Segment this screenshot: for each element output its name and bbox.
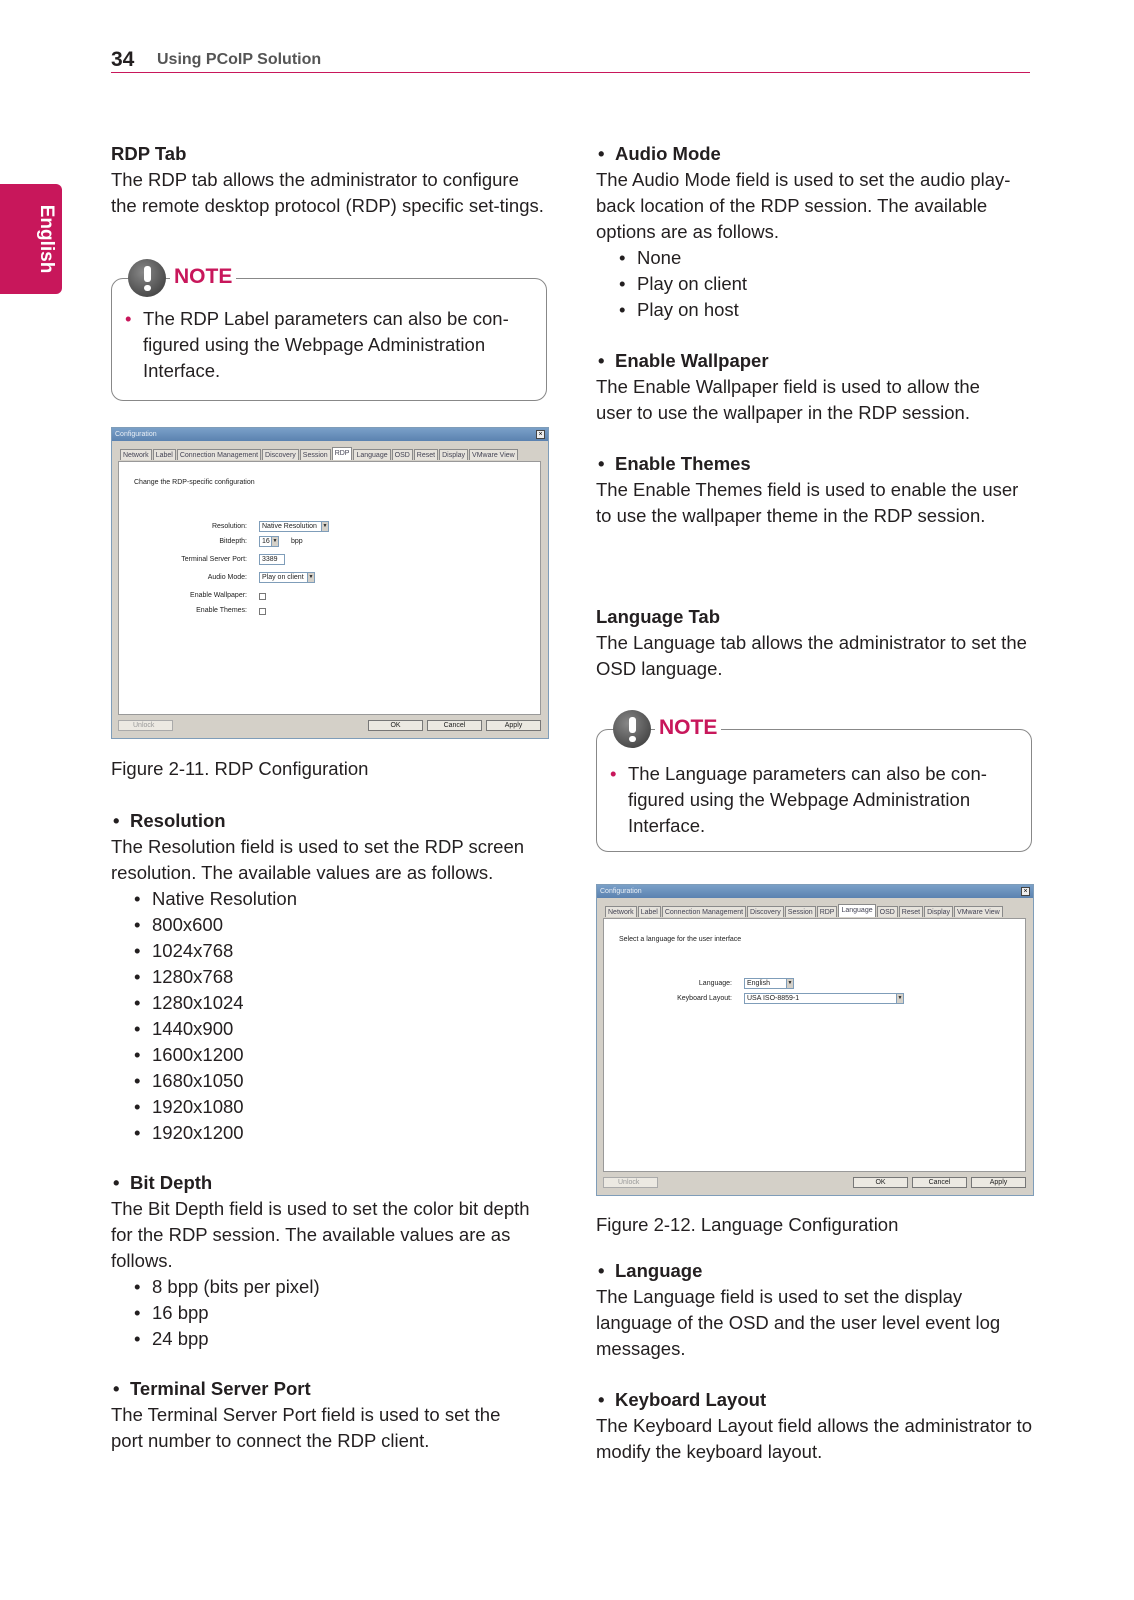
language-text: The Language field is used to set the display language of the OSD and the user level event log messages.	[596, 1286, 1001, 1359]
chevron-down-icon: ▼	[322, 523, 328, 529]
keyboard-layout-section	[596, 1387, 1041, 1465]
themes-checkbox[interactable]	[259, 608, 266, 615]
unlock-button[interactable]: Unlock	[603, 1177, 658, 1188]
cancel-button[interactable]: Cancel	[427, 720, 482, 731]
tab-rdp[interactable]: RDP	[817, 906, 838, 917]
port-label: Terminal Server Port:	[181, 556, 247, 563]
list-item: • Native Resolution	[125, 886, 556, 912]
window-titlebar: Configuration	[112, 428, 548, 441]
language-heading: • Language	[596, 1258, 1041, 1284]
audio-label: Audio Mode:	[207, 574, 247, 581]
list-item: • 1920x1200	[125, 1120, 556, 1146]
ok-button[interactable]: OK	[368, 720, 423, 731]
language-config-window	[596, 884, 1034, 1196]
resolution-text: The Resolution field is used to set the RDP screen resolution. The available values are as follows.	[111, 836, 525, 883]
apply-button[interactable]: Apply	[486, 720, 541, 731]
config-tabs	[120, 449, 518, 460]
rdp-tab-heading: RDP Tab	[111, 143, 187, 164]
resolution-select[interactable]	[259, 521, 329, 532]
tab-session[interactable]: Session	[300, 449, 331, 460]
panel-description: Select a language for the user interface	[619, 936, 742, 943]
terminal-port-text: The Terminal Server Port field is used to set the port number to connect the RDP client.	[111, 1404, 501, 1451]
list-item: • 1440x900	[125, 1016, 556, 1042]
tab-language[interactable]: Language	[353, 449, 390, 460]
resolution-heading: • Resolution	[111, 808, 556, 834]
panel-description: Change the RDP-specific configuration	[134, 479, 255, 486]
tab-discovery[interactable]: Discovery	[262, 449, 299, 460]
audio-mode-section	[596, 141, 1041, 323]
exclamation-icon	[128, 259, 166, 297]
port-input[interactable]: 3389	[259, 554, 285, 565]
unlock-button[interactable]: Unlock	[118, 720, 173, 731]
note-text: • The RDP Label parameters can also be con-figured using the Webpage Administration Interface.	[112, 306, 532, 384]
language-tab-heading: Language Tab	[596, 606, 721, 627]
keyboard-layout-heading: • Keyboard Layout	[596, 1387, 1041, 1413]
close-icon[interactable]: ×	[536, 430, 545, 439]
keyboard-layout-select[interactable]	[744, 993, 904, 1004]
tab-network[interactable]: Network	[605, 906, 637, 917]
config-panel	[603, 918, 1026, 1172]
bitdepth-value: 16	[262, 538, 270, 545]
list-item: • Play on host	[610, 297, 1041, 323]
tab-osd[interactable]: OSD	[877, 906, 898, 917]
close-icon[interactable]: ×	[1021, 887, 1030, 896]
keyboard-layout-label: Keyboard Layout:	[677, 995, 732, 1002]
page-header	[111, 46, 1030, 73]
enable-wallpaper-heading: • Enable Wallpaper	[596, 348, 1041, 374]
audio-select[interactable]	[259, 572, 315, 583]
list-item: • 16 bpp	[125, 1300, 556, 1326]
enable-themes-text: The Enable Themes field is used to enable the user to use the wallpaper theme in the RDP session.	[596, 479, 1019, 526]
bitdepth-unit: bpp	[291, 538, 303, 545]
resolution-section	[111, 808, 556, 1146]
ok-button[interactable]: OK	[853, 1177, 908, 1188]
rdp-config-window	[111, 427, 549, 739]
wallpaper-label: Enable Wallpaper:	[190, 592, 247, 599]
language-section	[596, 1258, 1041, 1362]
tab-connection-management[interactable]: Connection Management	[662, 906, 746, 917]
tab-display[interactable]: Display	[439, 449, 468, 460]
list-item: • Play on client	[610, 271, 1041, 297]
chevron-down-icon: ▼	[897, 995, 903, 1001]
tab-label[interactable]: Label	[153, 449, 176, 460]
audio-mode-heading: • Audio Mode	[596, 141, 1041, 167]
list-item: • 1280x768	[125, 964, 556, 990]
config-tabs	[605, 906, 1003, 917]
tab-osd[interactable]: OSD	[392, 449, 413, 460]
tab-reset[interactable]: Reset	[414, 449, 438, 460]
tab-network[interactable]: Network	[120, 449, 152, 460]
section-title: Using PCoIP Solution	[157, 51, 322, 68]
note-text: • The Language parameters can also be con-figured using the Webpage Administration Interface.	[597, 761, 1017, 839]
exclamation-icon	[613, 710, 651, 748]
window-titlebar: Configuration	[597, 885, 1033, 898]
tab-session[interactable]: Session	[785, 906, 816, 917]
figure-caption-language: Figure 2-12. Language Configuration	[596, 1214, 899, 1235]
language-tab-section	[596, 604, 1041, 682]
bitdepth-select[interactable]	[259, 536, 279, 547]
audio-value: Play on client	[262, 574, 304, 581]
themes-label: Enable Themes:	[196, 607, 247, 614]
resolution-value: Native Resolution	[262, 523, 317, 530]
rdp-tab-section	[111, 141, 556, 219]
enable-wallpaper-section	[596, 348, 1041, 426]
list-item: • None	[610, 245, 1041, 271]
keyboard-layout-value: USA ISO-8859-1	[747, 995, 800, 1002]
list-item: • 1920x1080	[125, 1094, 556, 1120]
list-item: • 800x600	[125, 912, 556, 938]
chevron-down-icon: ▼	[787, 980, 793, 986]
tab-vmware-view[interactable]: VMware View	[954, 906, 1003, 917]
language-select[interactable]	[744, 978, 794, 989]
tab-display[interactable]: Display	[924, 906, 953, 917]
language-side-tab-label: English	[36, 204, 57, 274]
bitdepth-label: Bitdepth:	[219, 538, 247, 545]
tab-language[interactable]: Language	[838, 904, 875, 917]
chevron-down-icon: ▼	[272, 538, 278, 544]
enable-themes-heading: • Enable Themes	[596, 451, 1041, 477]
bit-depth-section	[111, 1170, 556, 1352]
language-value: English	[747, 980, 770, 987]
language-label: Language:	[698, 980, 732, 987]
wallpaper-checkbox[interactable]	[259, 593, 266, 600]
terminal-port-heading: • Terminal Server Port	[111, 1376, 556, 1402]
enable-themes-section	[596, 451, 1041, 529]
config-panel	[118, 461, 541, 715]
chevron-down-icon: ▼	[308, 574, 314, 580]
note-box-language	[596, 716, 1032, 852]
apply-button[interactable]: Apply	[971, 1177, 1026, 1188]
resolution-list	[125, 886, 556, 1146]
tab-reset[interactable]: Reset	[899, 906, 923, 917]
note-title: NOTE	[170, 264, 236, 290]
list-item: • 8 bpp (bits per pixel)	[125, 1274, 556, 1300]
cancel-button[interactable]: Cancel	[912, 1177, 967, 1188]
tab-label[interactable]: Label	[638, 906, 661, 917]
list-item: • 1024x768	[125, 938, 556, 964]
page-number: 34	[111, 48, 135, 71]
language-side-tab	[0, 184, 62, 294]
rdp-tab-text: The RDP tab allows the administrator to configure the remote desktop protocol (RDP) specific set-tings.	[111, 169, 544, 216]
bit-depth-list	[125, 1274, 556, 1352]
tab-vmware-view[interactable]: VMware View	[469, 449, 518, 460]
bit-depth-heading: • Bit Depth	[111, 1170, 556, 1196]
list-item: • 1280x1024	[125, 990, 556, 1016]
tab-discovery[interactable]: Discovery	[747, 906, 784, 917]
tab-connection-management[interactable]: Connection Management	[177, 449, 261, 460]
list-item: • 1600x1200	[125, 1042, 556, 1068]
tab-rdp[interactable]: RDP	[332, 447, 353, 460]
list-item: • 24 bpp	[125, 1326, 556, 1352]
language-tab-text: The Language tab allows the administrator to set the OSD language.	[596, 632, 1027, 679]
figure-caption-rdp: Figure 2-11. RDP Configuration	[111, 758, 369, 779]
audio-mode-list	[610, 245, 1041, 323]
note-title: NOTE	[655, 715, 721, 741]
audio-mode-text: The Audio Mode field is used to set the audio play-back location of the RDP session. The available options are as follows.	[596, 169, 1011, 242]
bit-depth-text: The Bit Depth field is used to set the color bit depth for the RDP session. The available values are as follows.	[111, 1198, 530, 1271]
enable-wallpaper-text: The Enable Wallpaper field is used to allow the user to use the wallpaper in the RDP session.	[596, 376, 980, 423]
list-item: • 1680x1050	[125, 1068, 556, 1094]
note-box-rdp	[111, 265, 547, 401]
terminal-port-section	[111, 1376, 556, 1454]
resolution-label: Resolution:	[211, 523, 247, 530]
keyboard-layout-text: The Keyboard Layout field allows the administrator to modify the keyboard layout.	[596, 1415, 1033, 1462]
